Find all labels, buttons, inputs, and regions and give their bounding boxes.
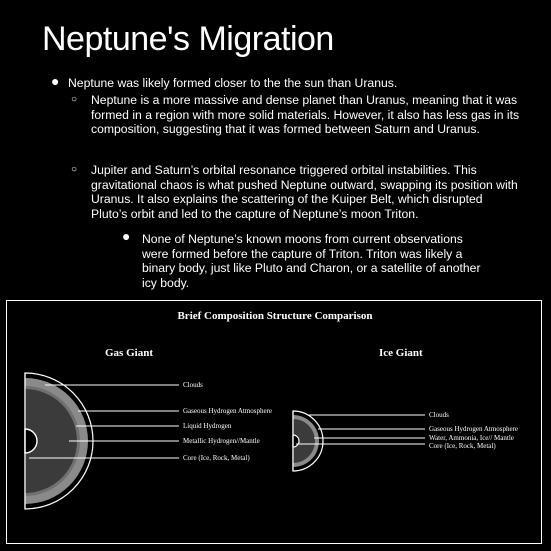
page-title: Neptune's Migration xyxy=(42,20,334,58)
ice-giant-title: Ice Giant xyxy=(379,347,423,359)
bullet-filled-icon: ● xyxy=(51,73,60,89)
bullet-moons: None of Neptune’s known moons from current observations were formed before the capture of Triton. Triton was likely a binary body, just like Pluto and Charon, or a satellite of another icy body. xyxy=(142,232,481,290)
gas-label-mantle: Metallic Hydrogen//Mantle xyxy=(183,437,260,445)
composition-diagram xyxy=(6,300,542,544)
ice-giant-cross-section xyxy=(293,411,323,471)
gas-label-atmosphere: Gaseous Hydrogen Atmosphere xyxy=(183,407,273,415)
diagram-title: Brief Composition Structure Comparison xyxy=(177,310,373,322)
ice-label-atmosphere: Gaseous Hydrogen Atmosphere xyxy=(429,425,519,433)
gas-label-clouds: Clouds xyxy=(183,381,203,389)
bullet-hollow-icon: ○ xyxy=(71,94,78,105)
bullet-resonance: Jupiter and Saturn’s orbital resonance triggered orbital instabilities. This gravitational chaos is what pushed Neptune outward, swapping its position with Uranus. It also explains the scattering of the Kuiper Belt, which disrupted Pluto’s orbit and led to the capture of Neptune’s moon Triton. xyxy=(91,163,518,221)
bullet-formation: Neptune was likely formed closer to the the sun than Uranus. xyxy=(68,76,398,90)
gas-giant-title: Gas Giant xyxy=(105,347,153,359)
gas-label-liquid-hydrogen: Liquid Hydrogen xyxy=(183,422,232,430)
ice-label-clouds: Clouds xyxy=(429,411,449,419)
ice-label-mantle: Water, Ammonia, Ice// Mantle xyxy=(429,434,514,442)
structure-drawing xyxy=(7,301,543,545)
ice-label-core: Core (Ice, Rock, Metal) xyxy=(429,442,496,450)
bullet-hollow-icon: ○ xyxy=(71,164,78,175)
gas-label-core: Core (Ice, Rock, Metal) xyxy=(183,454,250,462)
bullet-density: Neptune is a more massive and dense planet than Uranus, meaning that it was formed in a region with more solid materials. However, it also has less gas in its composition, suggesting that it was formed between Saturn and Uranus. xyxy=(91,93,520,137)
bullet-filled-icon: ● xyxy=(122,228,131,244)
